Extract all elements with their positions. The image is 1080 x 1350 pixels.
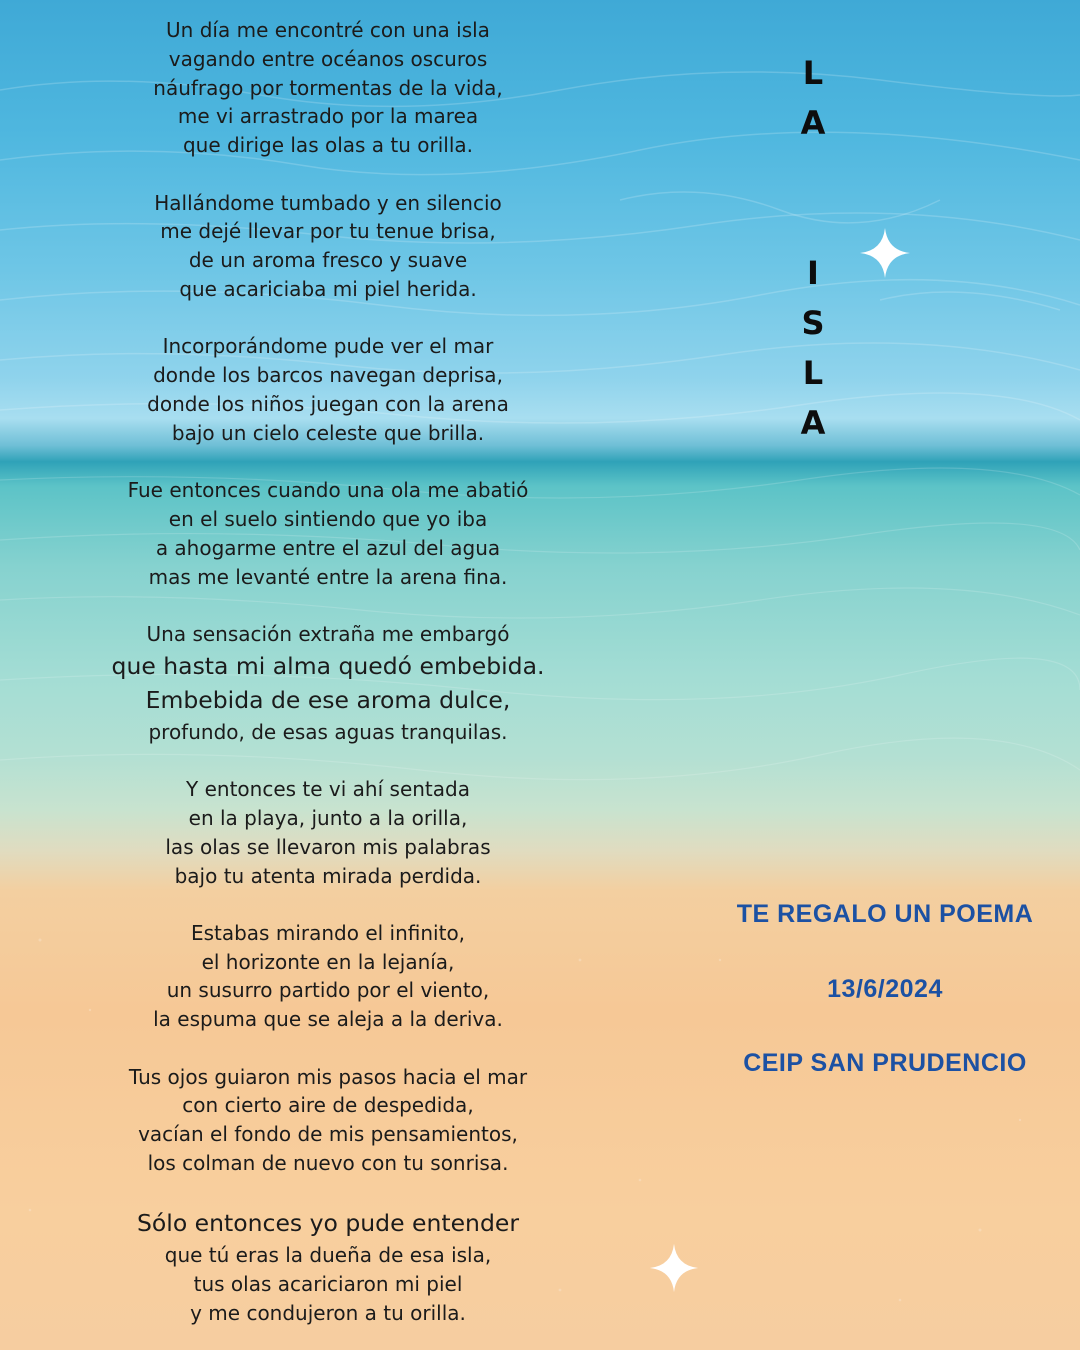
sparkle-icon [648,1242,700,1294]
vertical-title [790,48,836,448]
poem-line: Sólo entonces yo pude entender [137,1209,519,1238]
poem-line: Hallándome tumbado y en silencio [154,190,502,215]
poem-line: Estabas mirando el infinito, [190,920,466,945]
poem-line: vagando entre océanos oscuros [168,46,488,71]
poem-line: vacían el fondo de mis pensamientos, [138,1122,518,1147]
poem-line: Tus ojos guiaron mis pasos hacia el mar [128,1064,528,1089]
poem-line: a ahogarme entre el azul del agua [155,535,501,560]
poem-line: me dejé llevar por tu tenue brisa, [160,219,496,244]
title-letter: L [802,354,824,392]
title-letter: S [801,304,825,342]
title-letter: A [800,104,826,142]
poem-line: Un día me encontré con una isla [166,18,490,42]
poem-line: Incorporándome pude ver el mar [162,334,494,359]
title-letter: L [802,54,824,92]
title-letter: A [800,404,826,442]
title-word-gap [790,148,836,248]
poem-stanza-4 [28,476,628,591]
poem-line: que dirige las olas a tu orilla. [182,133,474,158]
poem-stanza-1 [28,16,628,160]
date-label: 13/6/2024 [827,975,943,1003]
poem-line: tus olas acariciaron mi piel [193,1271,463,1296]
poem-stanza-8 [28,1063,628,1178]
school-name-label: CEIP SAN PRUDENCIO [743,1049,1027,1077]
poem-line: y me condujeron a tu orilla. [190,1300,466,1325]
poem-line: bajo tu atenta mirada perdida. [174,863,482,888]
poem-line: bajo un cielo celeste que brilla. [171,420,485,445]
poem-line: náufrago por tormentas de la vida, [153,75,503,100]
poem-stanza-6 [28,775,628,890]
poem-body [28,16,628,1350]
poem-line: donde los barcos navegan deprisa, [153,363,503,388]
poem-line: mas me levanté entre la arena fina. [148,564,508,589]
title-letter: I [807,254,819,292]
poem-line: que acariciaba mi piel herida. [179,276,477,301]
poem-line: Y entonces te vi ahí sentada [186,777,470,802]
poem-stanza-2 [28,189,628,304]
poem-line: que tú eras la dueña de esa isla, [164,1242,492,1267]
poem-line: Embebida de ese aroma dulce, [145,686,511,715]
poem-stanza-3 [28,332,628,447]
poem-stanza-7 [28,919,628,1034]
poem-line: con cierto aire de despedida, [182,1093,474,1118]
poem-line: un susurro partido por el viento, [166,978,490,1003]
poem-line: me vi arrastrado por la marea [177,104,479,129]
poem-stanza-5 [28,620,628,747]
poem-line: profundo, de esas aguas tranquilas. [148,719,508,744]
poem-line: Fue entonces cuando una ola me abatió [127,478,529,503]
gift-poem-label: TE REGALO UN POEMA [736,900,1034,928]
poem-line: el horizonte en la lejanía, [201,949,455,974]
poem-line: donde los niños juegan con la arena [147,391,509,416]
poem-line: que hasta mi alma quedó embebida. [111,651,545,680]
poem-line: los colman de nuevo con tu sonrisa. [147,1151,509,1176]
poem-line: en el suelo sintiendo que yo iba [168,506,488,531]
poem-line: en la playa, junto a la orilla, [188,805,468,830]
sparkle-icon [858,226,912,280]
poem-line: las olas se llevaron mis palabras [165,834,491,859]
poem-stanza-9 [28,1206,628,1327]
poem-line: de un aroma fresco y suave [188,248,468,273]
poem-line: la espuma que se aleja a la deriva. [153,1007,503,1032]
poem-line: Una sensación extraña me embargó [146,621,510,646]
